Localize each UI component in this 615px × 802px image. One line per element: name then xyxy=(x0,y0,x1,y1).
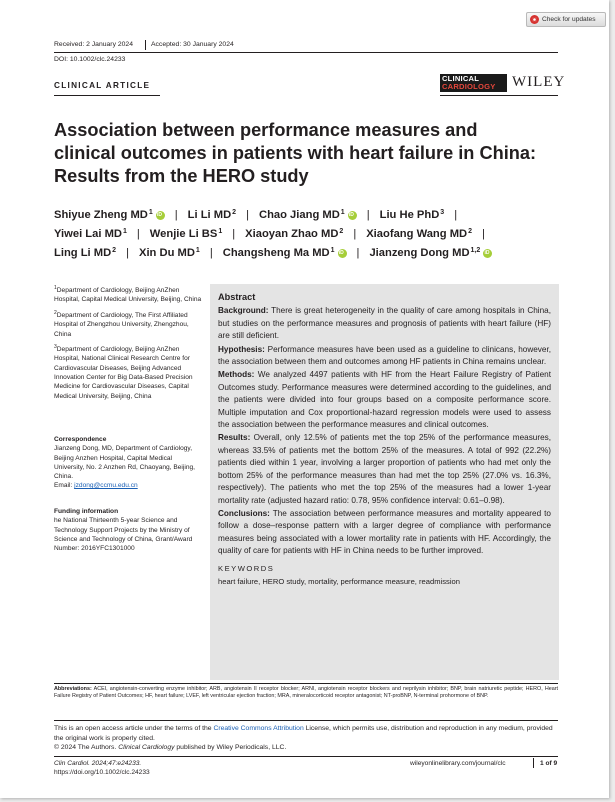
journal-url-link[interactable]: wileyonlinelibrary.com/journal/clc xyxy=(410,760,506,767)
author-name: Yiwei Lai MD xyxy=(54,228,122,240)
author-name: Xiaoyan Zhao MD xyxy=(245,228,339,240)
email-link[interactable]: jzdong@ccmu.edu.cn xyxy=(74,482,138,490)
results-label: Results: xyxy=(218,433,251,443)
copyright-pre: © 2024 The Authors. xyxy=(54,744,119,752)
date-divider xyxy=(145,40,146,50)
check-for-updates-label: Check for updates xyxy=(542,16,596,23)
author-name: Shiyue Zheng MD xyxy=(54,209,148,221)
author-separator: | xyxy=(482,228,485,240)
page-number: 1 of 9 xyxy=(540,760,558,767)
author[interactable] xyxy=(245,228,343,240)
methods-label: Methods: xyxy=(218,370,255,380)
methods-text: We analyzed 4497 patients with HF from the Heart Failure Registry of Patient Outcomes study. Performance measures were determined according to the guidelines, and the patients were divided into four groups based on a composite performance score. Multiple imputation and Cox proportional-hazard regression models were used to assess the association between the performance measures and clinical outcomes. xyxy=(218,370,552,430)
received-date: Received: 2 January 2024 xyxy=(54,41,133,48)
author-affiliation-sup: 3 xyxy=(440,208,445,216)
accepted-date: Accepted: 30 January 2024 xyxy=(151,41,234,48)
author-name: Xin Du MD xyxy=(138,247,195,259)
author-affiliation-sup: 2 xyxy=(232,208,237,216)
funding-text: he National Thirteenth 5-year Science and Technology Support Projects by the Ministry of Science and Technology of China, Grant/Award Number: 2016YFC1301000 xyxy=(54,517,193,553)
author[interactable] xyxy=(54,228,127,240)
author-separator: | xyxy=(366,209,370,221)
abstract-box xyxy=(210,284,559,680)
author-name: Changsheng Ma MD xyxy=(222,247,330,259)
authors-line-3 xyxy=(54,247,492,259)
license xyxy=(54,724,558,753)
author-affiliation-sup: 1 xyxy=(218,227,223,235)
affiliation-text: Department of Cardiology, Beijing AnZhen Hospital, National Clinical Research Centre for Cardiovascular Diseases, Beijing Advanced Innovation Center for Big Data-Based Precision Medicine for Cardiovascular Diseases, Capital Medical University, Beijing, China xyxy=(54,346,193,400)
author[interactable] xyxy=(54,209,165,221)
abbrev-rule xyxy=(54,683,558,684)
keywords-heading: KEYWORDS xyxy=(218,563,275,573)
logo-rule xyxy=(440,95,558,96)
author-name: Jianzeng Dong MD xyxy=(369,247,470,259)
author-name: Liu He PhD xyxy=(379,209,440,221)
header-rule xyxy=(54,52,558,53)
author-separator: | xyxy=(246,209,249,221)
author-separator: | xyxy=(174,209,178,221)
author-affiliation-sup: 1 xyxy=(122,227,127,235)
abstract-background xyxy=(218,305,551,342)
check-for-updates-button[interactable] xyxy=(526,12,606,27)
affiliation-sup: 2 xyxy=(54,309,57,316)
affiliation-sup: 1 xyxy=(54,285,57,291)
author[interactable] xyxy=(150,228,222,240)
orcid-icon[interactable] xyxy=(156,211,165,220)
journal-logo-line2: CARDIOLOGY xyxy=(442,82,496,91)
background-text: There is great heterogeneity in the quality of care among hospitals in China, but studies on the performance measures and prognosis of patients with heart failure (HF) are still deficient. xyxy=(218,306,551,341)
abstract-heading: Abstract xyxy=(218,292,256,302)
results-text: Overall, only 12.5% of patients met the top 25% of the performance measures, whereas 33.5% of patients met the bottom 25% of the measures. A total of 992 (22.2%) patients died within 1 year, involving a larger proportion of patients who had met only the bottom 25% of the performance measures than had met the top 25% (27.0% vs. 16.3%, respectively). The patients who met the top 25% of the measures had a lower 1-year mortality rate (adjusted hazard ratio: 0.78, 95% confidence interval: 0.61–0.98). xyxy=(218,433,551,505)
license-post: License, which permits use, distribution and reproduction in any medium, provided the original work is properly cited. xyxy=(54,725,553,742)
affiliations xyxy=(54,284,202,405)
abbreviations xyxy=(54,686,558,701)
author-separator: | xyxy=(232,228,236,240)
kicker-rule xyxy=(54,95,160,96)
journal-logo-line1: CLINICAL xyxy=(442,74,480,83)
authors-line-2 xyxy=(54,228,495,240)
authors-line-1 xyxy=(54,209,467,221)
author-separator: | xyxy=(356,247,360,259)
author-separator: | xyxy=(454,209,458,221)
orcid-icon[interactable] xyxy=(348,211,357,220)
author[interactable] xyxy=(139,247,200,259)
abbreviations-label: Abbreviations: xyxy=(54,686,92,692)
citation: Clin Cardiol. 2024;47:e24233. xyxy=(54,760,142,767)
author-affiliation-sup: 1 xyxy=(330,246,335,254)
author[interactable] xyxy=(54,247,116,259)
publisher-logo: WILEY xyxy=(512,74,566,90)
email-label: Email: xyxy=(54,482,73,490)
conclusions-text: The association between performance measures and mortality appeared to follow a dose–response pattern with a larger degree of compliance with performance measures being associated with a lower mortality rate in patients with HF. Accordingly, the quality of care for patients with HF in China needs to be further improved. xyxy=(218,508,551,556)
correspondence-email-line xyxy=(54,481,202,490)
author-affiliation-sup: 1 xyxy=(195,246,200,254)
affiliation xyxy=(54,343,202,401)
author-separator: | xyxy=(209,247,213,259)
author-affiliation-sup: 1 xyxy=(340,208,345,216)
crossmark-icon xyxy=(530,15,539,24)
funding-heading: Funding information xyxy=(54,508,119,515)
author-affiliation-sup: 2 xyxy=(468,227,473,235)
license-statement xyxy=(54,724,558,743)
author[interactable] xyxy=(380,209,445,221)
affiliation xyxy=(54,309,202,339)
copyright-journal: Clinical Cardiology xyxy=(118,744,175,752)
author[interactable] xyxy=(366,228,472,240)
abstract-results xyxy=(218,432,551,506)
hypothesis-text: Performance measures have been used as a guideline to clinicans, however, the association between them and outcomes among HF patients in China remains unclear. xyxy=(218,344,551,367)
abstract-conclusions xyxy=(218,508,551,558)
correspondence xyxy=(54,435,202,491)
footer-divider xyxy=(533,758,534,768)
copyright xyxy=(54,743,558,753)
abbreviations-text: ACEI, angiotensin-converting enzyme inhibitor; ARB, angiotensin II receptor blocker; ARNI, angiotensin receptor blockers and neprilysin inhibitor; BNP, brain natriuretic peptide; HERO, Heart Failure Registry of Patient Outcomes; HF, heart failure; LVEF, left ventricular ejection fraction; MRA, mineralocorticoid receptor antagonist; NT-proBNP, N-terminal prohormone of BNP. xyxy=(54,686,558,700)
conclusions-label: Conclusions: xyxy=(218,508,270,518)
author-affiliation-sup: 1 xyxy=(148,208,153,216)
author-name: Chao Jiang MD xyxy=(258,209,340,221)
affiliation-text: Department of Cardiology, Beijing AnZhen Hospital, Capital Medical University, Beijing, China xyxy=(54,287,202,304)
author[interactable] xyxy=(369,247,492,259)
author[interactable] xyxy=(188,209,236,221)
correspondence-text: Jianzeng Dong, MD, Department of Cardiology, Beijing Anzhen Hospital, Capital Medical University, No. 2 Anzhen Rd, Chaoyang, Beijing, China. xyxy=(54,445,195,481)
orcid-icon[interactable] xyxy=(483,249,492,258)
keywords: heart failure, HERO study, mortality, performance measure, readmission xyxy=(218,576,460,586)
author-separator: | xyxy=(136,228,140,240)
hypothesis-label: Hypothesis: xyxy=(218,344,265,354)
affiliation xyxy=(54,284,202,305)
abstract-hypothesis xyxy=(218,344,551,369)
author-affiliation-sup: 2 xyxy=(339,227,344,235)
affiliation-text: Department of Cardiology, The First Affiliated Hospital of Zhengzhou University, Zhengzhou, China xyxy=(54,311,189,338)
author[interactable] xyxy=(259,209,357,221)
doi-url[interactable]: https://doi.org/10.1002/clc.24233 xyxy=(54,769,150,777)
author-separator: | xyxy=(126,247,129,259)
author-name: Ling Li MD xyxy=(54,247,112,259)
correspondence-heading: Correspondence xyxy=(54,436,107,443)
article-type: CLINICAL ARTICLE xyxy=(54,81,151,90)
footer-citation-block xyxy=(54,759,150,778)
author-name: Li Li MD xyxy=(187,209,232,221)
background-label: Background: xyxy=(218,306,269,316)
article-title: Association between performance measures and clinical outcomes in patients with heart failure in China: Results from the HERO study xyxy=(54,120,537,186)
author-name: Wenjie Li BS xyxy=(149,228,218,240)
creative-commons-link[interactable]: Creative Commons Attribution xyxy=(213,725,304,732)
author-name: Xiaofang Wang MD xyxy=(366,228,468,240)
journal-logo xyxy=(440,74,507,92)
orcid-icon[interactable] xyxy=(338,249,347,258)
license-rule xyxy=(54,720,558,721)
author[interactable] xyxy=(223,247,347,259)
author-affiliation-sup: 2 xyxy=(112,246,117,254)
funding xyxy=(54,507,202,553)
author-separator: | xyxy=(353,228,357,240)
license-pre: This is an open access article under the terms of the xyxy=(54,725,214,732)
doi: DOI: 10.1002/clc.24233 xyxy=(54,56,126,63)
affiliation-sup: 3 xyxy=(54,343,57,350)
author-affiliation-sup: 1,2 xyxy=(470,246,481,254)
copyright-post: published by Wiley Periodicals, LLC. xyxy=(174,744,287,752)
footer-rule xyxy=(54,756,558,757)
abstract-methods xyxy=(218,369,551,431)
